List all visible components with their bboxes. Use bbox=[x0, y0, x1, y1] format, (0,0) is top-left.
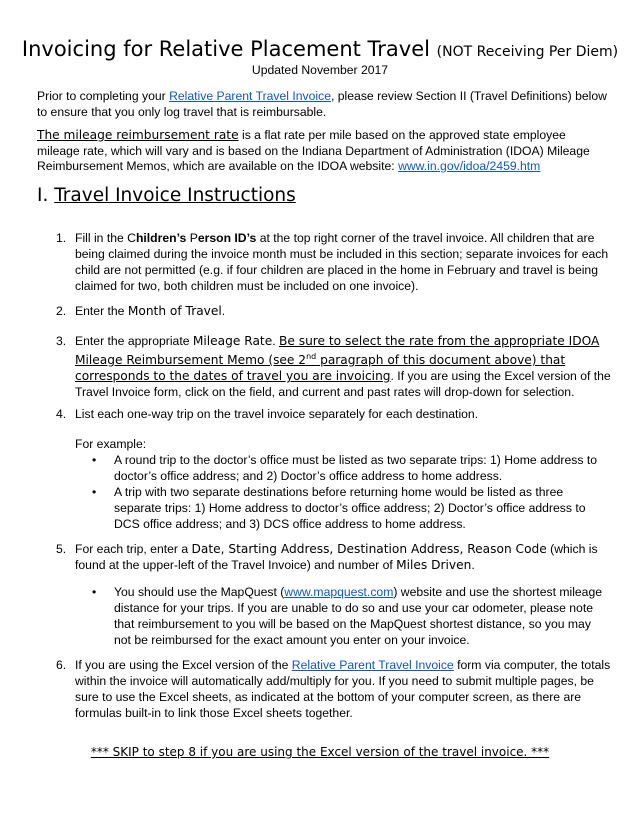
miles-driven: Miles Driven bbox=[396, 558, 472, 572]
mapquest-link[interactable]: www.mapquest.com bbox=[284, 585, 394, 599]
step-text bbox=[75, 333, 612, 400]
step-number: 6. bbox=[56, 658, 67, 672]
step-4 bbox=[56, 406, 612, 422]
step-1 bbox=[56, 230, 612, 294]
document-title bbox=[0, 36, 640, 65]
step-number: 1. bbox=[56, 231, 67, 245]
step-5 bbox=[56, 541, 612, 573]
step-number: 4. bbox=[56, 407, 67, 421]
skip-note: *** SKIP to step 8 if you are using the Excel version of the travel invoice. *** bbox=[90, 745, 550, 759]
step-text: List each one-way trip on the travel invoice separately for each destination. bbox=[75, 407, 479, 421]
intro-paragraph bbox=[37, 89, 609, 120]
step-number: 5. bbox=[56, 542, 67, 556]
step-number: 2. bbox=[56, 304, 67, 318]
bullet-text-part: ) website and use the shortest mileage distance for your trips. If you are unable to do so and use your car odometer, please note that reimbursement to you will be based on the MapQuest shortest distance, so you may not be reimbursed for the exact amount you enter on your invoice. bbox=[114, 585, 603, 647]
step-text bbox=[75, 541, 612, 573]
step-number: 3. bbox=[56, 334, 67, 348]
bold-person-ids: erson ID’s bbox=[197, 231, 257, 245]
underlined-part: paragraph of this document above) that corresponds to the dates of travel you are invoicing bbox=[75, 353, 566, 384]
bullet-icon: • bbox=[92, 453, 97, 467]
relative-parent-travel-invoice-link[interactable]: Relative Parent Travel Invoice bbox=[169, 89, 331, 103]
title-main: Invoicing for Relative Placement Travel bbox=[21, 37, 430, 61]
idoa-website-link[interactable]: www.in.gov/idoa/2459.htm bbox=[398, 159, 541, 173]
bullet-text: A round trip to the doctor’s office must be listed as two separate trips: 1) Home address to doctor’s office address; and 2) Doctor’s office address to home address. bbox=[114, 453, 598, 483]
title-note: (NOT Receiving Per Diem) bbox=[436, 44, 619, 60]
intro-text: Prior to completing your bbox=[37, 89, 170, 103]
section-title: Travel Invoice Instructions bbox=[54, 185, 296, 206]
bullet-icon: • bbox=[92, 585, 97, 599]
step-text-part: . bbox=[471, 558, 475, 572]
example-bullet-1 bbox=[92, 452, 608, 484]
relative-parent-travel-invoice-link-2[interactable]: Relative Parent Travel Invoice bbox=[291, 658, 454, 672]
step-text-part: Enter the bbox=[75, 304, 128, 318]
bullet-text bbox=[114, 584, 608, 648]
mileage-paragraph bbox=[37, 128, 609, 175]
bullet-text: A trip with two separate destinations before returning home would be listed as three separate trips: 1) Home address to doctor’s office address; 2) Doctor’s office address to DCS office address; and 3) DCS office address to home address. bbox=[114, 485, 586, 531]
trip-fields: Date, Starting Address, Destination Address, Reason Code bbox=[191, 542, 547, 556]
step-text bbox=[75, 657, 612, 721]
intro-text-rest: , please review Section II (Travel Definitions) below to ensure that you only log travel that is reimbursable. bbox=[37, 89, 607, 119]
example-label bbox=[56, 436, 612, 452]
section-heading bbox=[37, 184, 296, 208]
section-numeral: I. bbox=[37, 185, 55, 206]
mileage-rate: Mileage Rate bbox=[192, 334, 273, 348]
month-of-travel: Month of Travel bbox=[127, 304, 222, 318]
step-text-part: form via computer, the totals within the invoice will automatically add/multiply for you. If you need to submit multiple pages, be sure to use the Excel sheets, as indicated at the bottom of your computer screen, as there are formulas built-in to link those Excel sheets together. bbox=[75, 658, 611, 720]
step-6 bbox=[56, 657, 612, 721]
step-text bbox=[75, 230, 612, 294]
example-bullet-2 bbox=[92, 484, 608, 532]
step-text-part: . bbox=[221, 304, 226, 318]
step-text-part: If you are using the Excel version of the bbox=[75, 658, 292, 672]
step-3 bbox=[56, 333, 612, 400]
step-text-part: Enter the appropriate bbox=[75, 334, 193, 348]
mapquest-bullet bbox=[92, 584, 608, 648]
step-text-part: . If you are using the Excel version of the Travel Invoice form, click on the field, and current and past rates will drop-down for selection. bbox=[75, 369, 611, 400]
updated-date: Updated November 2017 bbox=[251, 63, 389, 77]
step-text-part: at the top right corner of the travel invoice. All children that are being claimed during the invoice month must be included in this section; separate invoices for each child are not permitted (e.g. if four children are placed in the home in February and travel is being claimed for two, both children must be included on one invoice). bbox=[75, 231, 609, 293]
mileage-text: is a flat rate per mile based on the approved state employee mileage rate, which will vary and is based on the Indiana Department of Administration (IDOA) Mileage Reimbursement Memos, which are available on the IDOA website: bbox=[37, 128, 590, 173]
bullet-icon: • bbox=[92, 485, 97, 499]
bold-childrens: hildren’s bbox=[135, 231, 187, 245]
step-2 bbox=[56, 303, 612, 319]
mileage-term: The mileage reimbursement rate bbox=[37, 128, 239, 142]
step-text bbox=[75, 303, 612, 319]
step-text-part: P bbox=[186, 231, 198, 245]
step-text-part: For each trip, enter a bbox=[75, 542, 192, 556]
underlined-part: Be sure to select the rate from the appropriate IDOA Mileage Reimbursement Memo (see 2 bbox=[75, 334, 600, 368]
superscript-nd: nd bbox=[306, 352, 317, 361]
step-text-part: Fill in the C bbox=[75, 231, 136, 245]
step-text-part: . bbox=[272, 334, 279, 348]
bullet-text-part: You should use the MapQuest ( bbox=[114, 585, 285, 599]
step-text-part: (which is found at the upper-left of the Travel Invoice) and number of bbox=[75, 542, 598, 572]
example-text: For example: bbox=[75, 437, 147, 451]
